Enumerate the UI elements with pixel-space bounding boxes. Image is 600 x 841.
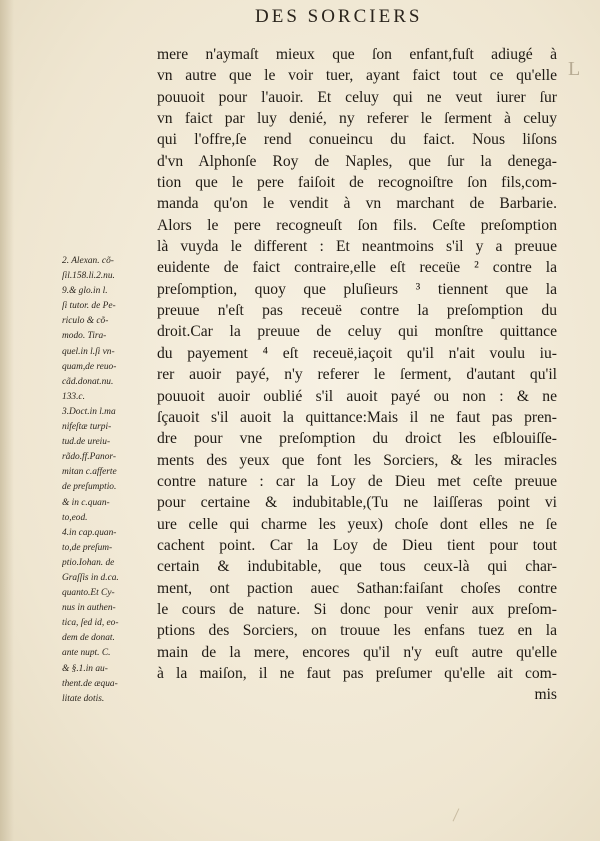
text-line: là vuyda le different : Et neantmoins s'il y a preuue xyxy=(157,238,557,256)
text-line: d'vn Alphonſe Roy de Naples, que ſur la denega- xyxy=(157,152,557,170)
paper-mark xyxy=(453,808,469,825)
margin-note-line: cãd.donat.nu. xyxy=(62,376,114,387)
text-line: du payement ⁴ eſt receuë,iaçoit qu'il n'ait voulu iu- xyxy=(157,344,557,362)
margin-note-line: ante nupt. C. xyxy=(62,648,111,659)
running-head: DES SORCIERS xyxy=(255,6,423,27)
text-line: cachent point. Car la Loy de Dieu tient pour tout xyxy=(157,536,557,554)
margin-note-line: litate dotis. xyxy=(62,693,105,704)
text-line: qui l'offre,ſe rend conueincu du faict. Nous liſons xyxy=(157,131,557,149)
margin-note-line: ptio.Iohan. de xyxy=(62,557,115,568)
margin-note-line: dem de donat. xyxy=(62,633,115,644)
text-line: main de la mere, encores qu'il n'y euſt autre qu'elle xyxy=(157,643,557,661)
text-line: le cours de nature. Si donc pour venir aux preſom- xyxy=(157,600,557,618)
text-line: ure celle qui charme les yeux) choſe dont elles ne ſe xyxy=(157,515,557,533)
text-line: contre nature : car la Loy de Dieu met ceſte preuue xyxy=(157,472,557,490)
margin-note-line: ſil.158.li.2.nu. xyxy=(62,271,115,282)
text-line: dre pour vne preſomption du droict les eſblouiſſe- xyxy=(157,430,557,448)
margin-note-line: 3.Doct.in l.ma xyxy=(62,406,116,417)
margin-note-line: quam,de reuo- xyxy=(62,361,117,372)
text-line: pouuoit pour l'auoir. Et celuy qui ne veut iurer ſur xyxy=(157,88,557,106)
text-line: preſomption, quoy que pluſieurs ³ tiennent que la xyxy=(157,280,557,298)
text-line: ments des yeux que font les Sorciers, & les miracles xyxy=(157,451,557,469)
text-line: vn faict par luy denié, ny referer le ſerment à celuy xyxy=(157,110,557,128)
margin-note-line: modo. Tira- xyxy=(62,331,107,342)
main-text-block xyxy=(157,44,557,706)
margin-note-line: ſi tutor. de Pe- xyxy=(62,301,116,312)
margin-note-line: tica, ſed id, eo- xyxy=(62,618,119,629)
text-line: ſçauoit s'il auoit la quittance:Mais il ne faut pas pren- xyxy=(157,408,557,426)
margin-note-line: tud.de ureiu- xyxy=(62,437,111,448)
margin-note-line: riculo & cõ- xyxy=(62,316,109,327)
margin-note-line: de preſumptio. xyxy=(62,482,117,493)
margin-note-line: 4.in cap.quan- xyxy=(62,527,117,538)
margin-note-line: thent.de æqua- xyxy=(62,678,118,689)
margin-note-line: Graſſis in d.ca. xyxy=(62,572,119,583)
text-line: certain & indubitable, que tous ceux-là qui char- xyxy=(157,558,557,576)
margin-note-line: 9.& glo.in l. xyxy=(62,286,108,297)
text-line: pour certaine & indubitable,(Tu ne laiſſeras point vi xyxy=(157,494,557,512)
margin-note-line: quanto.Et Cy- xyxy=(62,588,115,599)
folio-number: L xyxy=(568,58,581,80)
text-line: Alors le pere recogneuſt ſon fils. Ceſte preſomption xyxy=(157,216,557,234)
text-line: ment, ont paction auec Sathan:faiſant choſes contre xyxy=(157,579,557,597)
text-line: à la maiſon, il ne faut pas preſumer qu'elle ait com- xyxy=(157,664,557,682)
margin-note-line: mitan c.afferte xyxy=(62,467,117,478)
text-line: euidente de faict contraire,elle eſt receüe ² contre la xyxy=(157,259,557,277)
text-line: ptions des Sorciers, on trouue les enfans tuez en la xyxy=(157,622,557,640)
text-line: droit.Car la preuue de celuy qui monſtre quittance xyxy=(157,323,557,341)
text-line: tion que le pere faiſoit de recognoiſtre ſon fils,com- xyxy=(157,174,557,192)
margin-note-line: quel.in l.ſi vn- xyxy=(62,346,115,357)
margin-note-line: & in c.quan- xyxy=(62,497,110,508)
margin-note-line: rãdo.ff.Panor- xyxy=(62,452,116,463)
margin-note-line: nus in authen- xyxy=(62,603,116,614)
text-line: vn autre que le voir tuer, ayant faict tout ce qu'elle xyxy=(157,67,557,85)
text-line: pouuoit auoir oublié s'il auoit payé ou non : & ne xyxy=(157,387,557,405)
marginal-notes xyxy=(62,254,154,707)
margin-note-line: 133.c. xyxy=(62,391,85,402)
margin-note-line: & §.1.in au- xyxy=(62,663,108,674)
margin-note-line: to,de preſum- xyxy=(62,542,113,553)
catchword-line: mis xyxy=(534,686,557,704)
text-line: manda qu'on le vendit à vn marchant de Barbarie. xyxy=(157,195,557,213)
margin-note-line: 2. Alexan. cõ- xyxy=(62,256,114,266)
gutter-shadow xyxy=(0,0,14,841)
text-line: rer auoir payé, n'y referer le ſerment, d'autant qu'il xyxy=(157,366,557,384)
margin-note-line: nifeſtæ turpi- xyxy=(62,422,112,433)
text-line: mere n'aymaſt mieux que ſon enfant,fuſt adiugé à xyxy=(157,46,557,63)
text-line: preuue n'eſt pas receuë contre la preſomption du xyxy=(157,302,557,320)
margin-note-line: to,eod. xyxy=(62,512,88,523)
